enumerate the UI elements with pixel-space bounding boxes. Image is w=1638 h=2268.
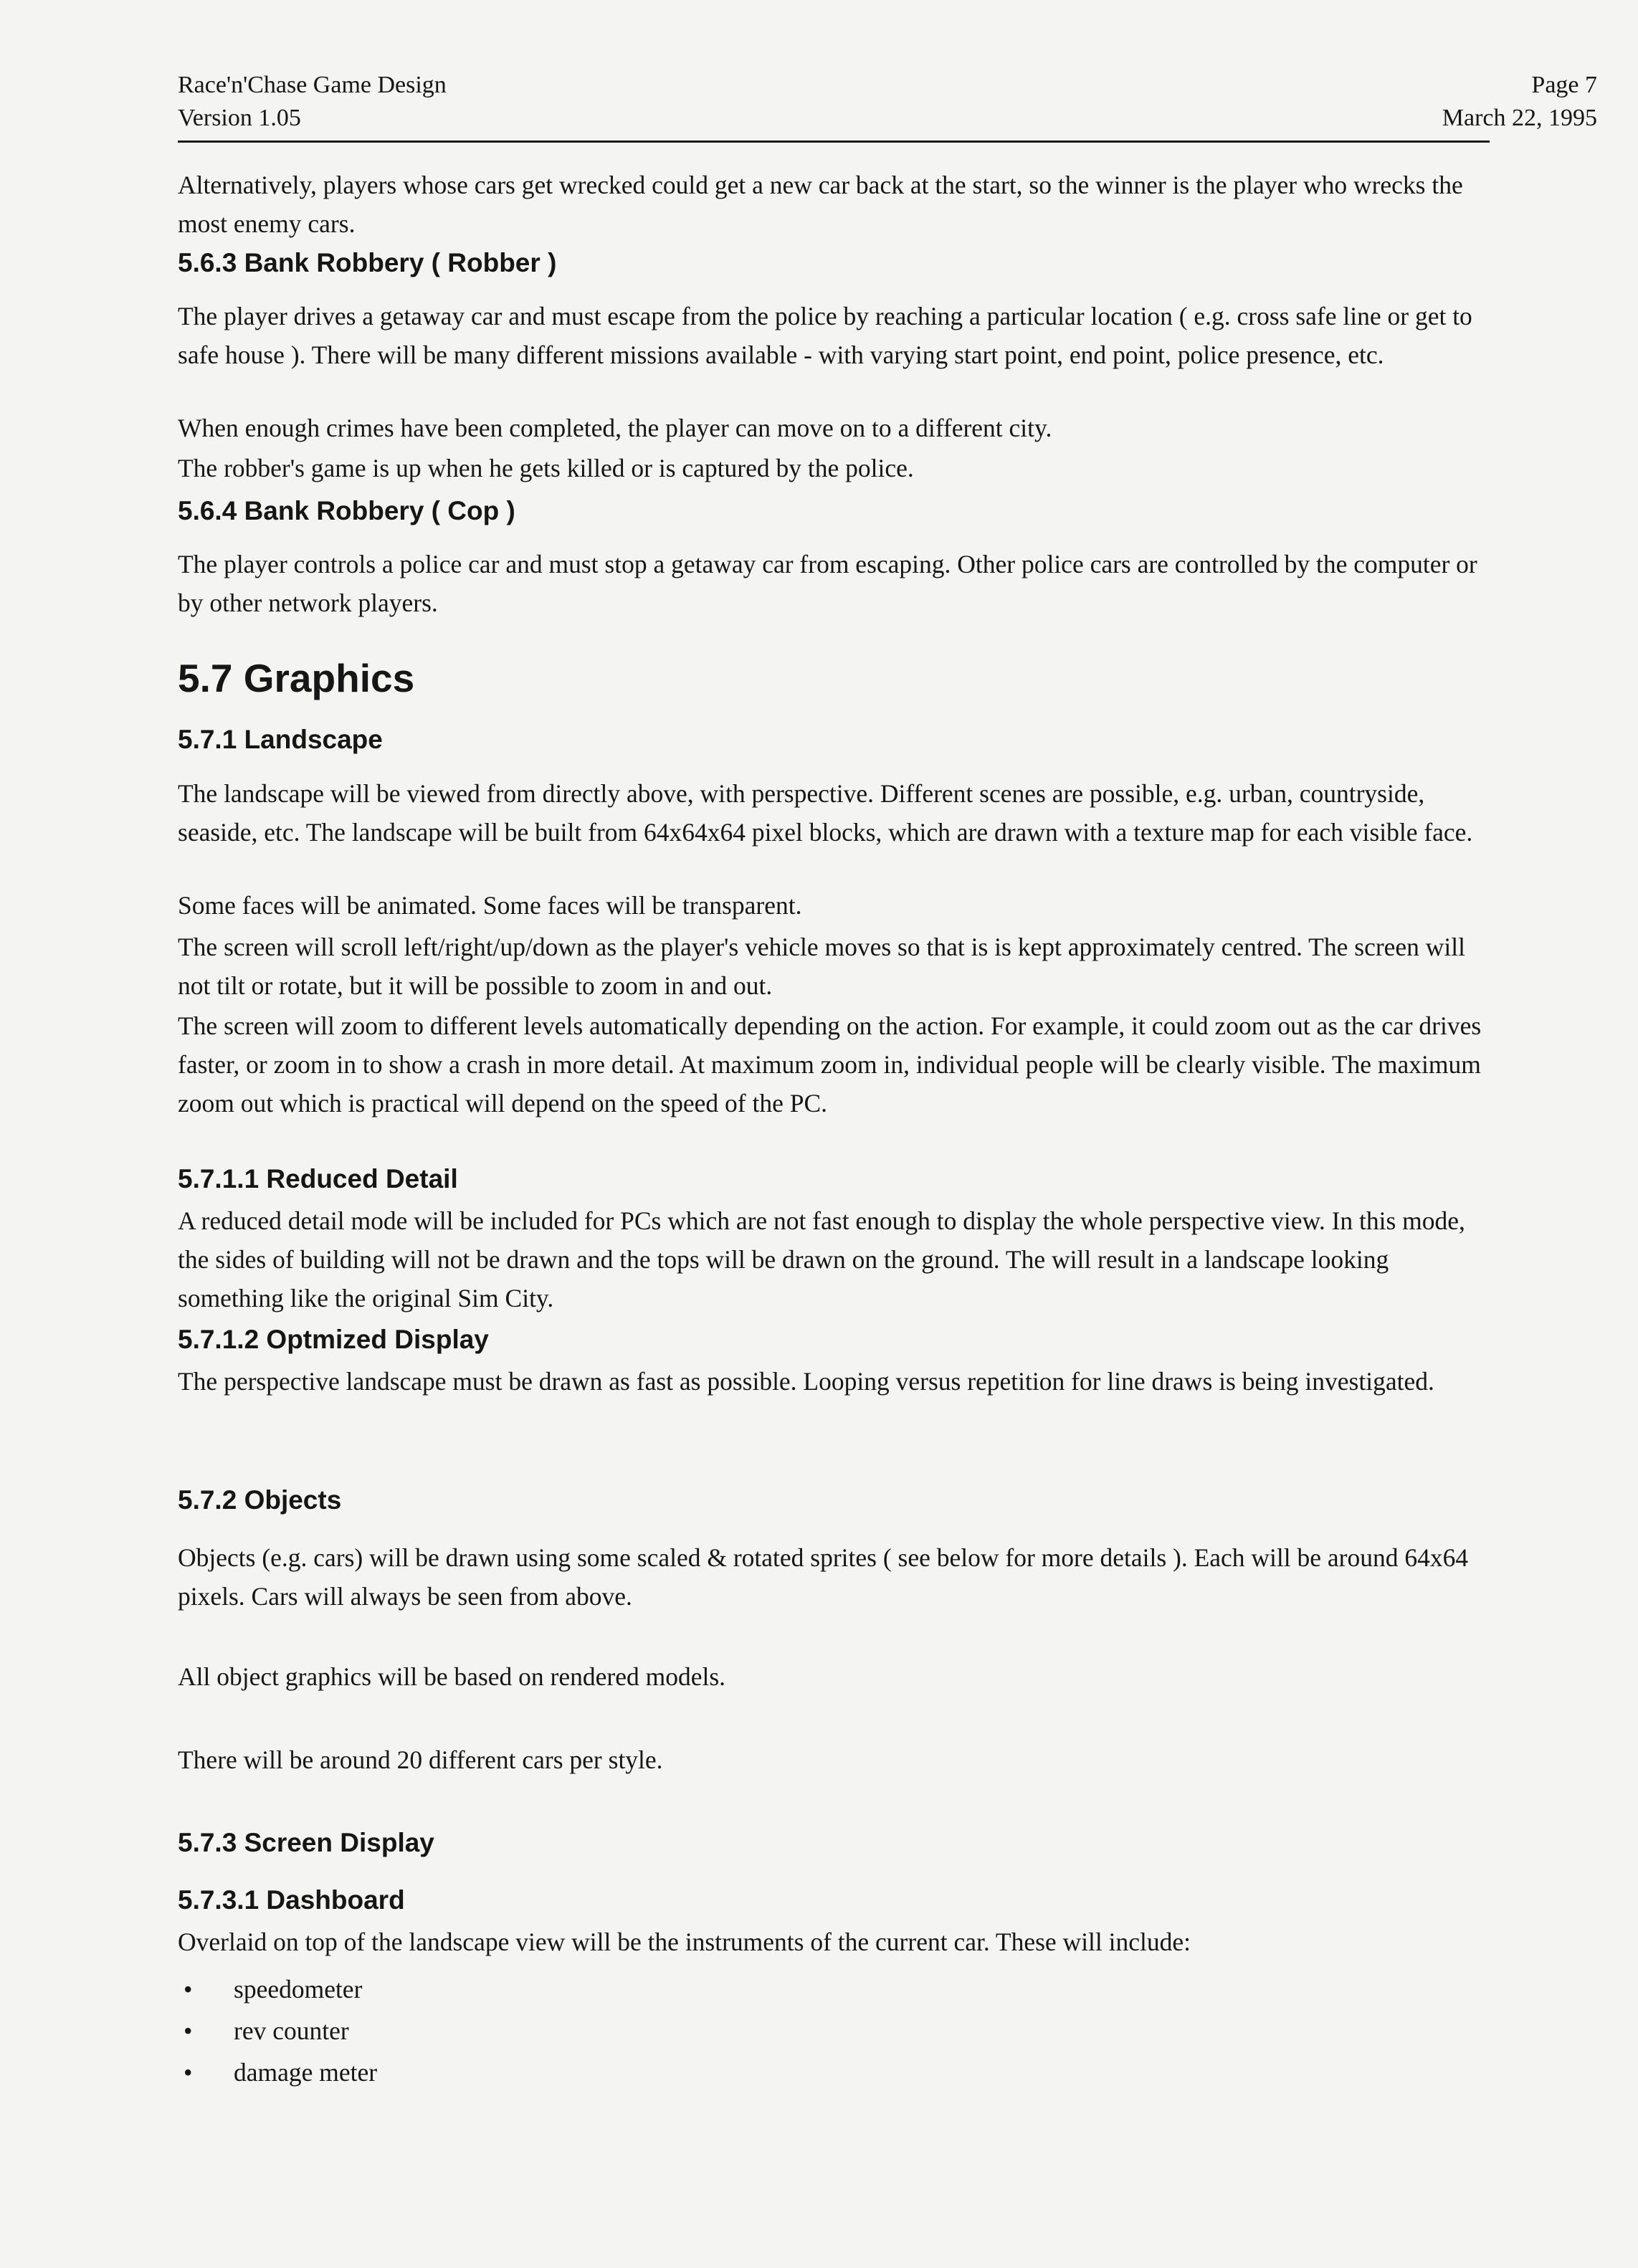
section-5-7-2-p2 [178, 1657, 1490, 1696]
section-5-6-4 [178, 492, 1490, 530]
section-5-7-1-2-body [178, 1362, 1490, 1401]
paragraph-5-6-3-3: The robber's game is up when he gets killed or is captured by the police. [178, 454, 914, 482]
document-page [178, 69, 1597, 2087]
section-5-7-1 [178, 720, 1490, 759]
paragraph-5-6-3-1: The player drives a getaway car and must escape from the police by reaching a particular location ( e.g. cross safe line or get to safe house ). There will be many different missions available - with varying start point, end point, police presence, etc. [178, 302, 1472, 369]
section-5-7 [178, 653, 1490, 703]
bullet-glyph: • [184, 2058, 193, 2087]
list-item [178, 2010, 1490, 2052]
heading-5-7-3: 5.7.3 Screen Display [178, 1828, 434, 1857]
header-left [178, 69, 447, 135]
paragraph-5-7-2-2: All object graphics will be based on rendered models. [178, 1662, 726, 1691]
section-5-7-3-1 [178, 1881, 1490, 1920]
section-5-7-2-p1 [178, 1538, 1490, 1616]
doc-date: March 22, 1995 [1442, 105, 1597, 131]
section-5-6-3-p2 [178, 409, 1490, 447]
paragraph-5-7-1-1: The landscape will be viewed from directly above, with perspective. Different scenes are possible, e.g. urban, countryside, seaside, etc. The landscape will be built from 64x64x64 pixel blocks, which are drawn with a texture map for each visible face. [178, 779, 1473, 847]
page-header [178, 69, 1597, 143]
section-5-7-1-1-body [178, 1201, 1490, 1318]
heading-5-7-2: 5.7.2 Objects [178, 1485, 342, 1515]
heading-5-7-1-2: 5.7.1.2 Optmized Display [178, 1325, 489, 1354]
paragraph-5-7-1-2: Some faces will be animated. Some faces will be transparent. [178, 891, 802, 920]
section-5-7-1-p4 [178, 1006, 1490, 1123]
heading-5-7-1-1: 5.7.1.1 Reduced Detail [178, 1164, 458, 1193]
paragraph-5-7-1-1-1: A reduced detail mode will be included for PCs which are not fast enough to display the whole perspective view. In this mode, the sides of building will not be drawn and the tops will be drawn on the ground. The will result in a landscape looking something like the original Sim City. [178, 1206, 1465, 1312]
intro-section [178, 166, 1490, 243]
section-5-6-3 [178, 244, 1490, 282]
section-5-7-1-2 [178, 1320, 1490, 1359]
list-item [178, 2052, 1490, 2093]
heading-5-6-3: 5.6.3 Bank Robbery ( Robber ) [178, 248, 557, 277]
heading-5-6-4: 5.6.4 Bank Robbery ( Cop ) [178, 496, 515, 525]
paragraph-5-7-1-3: The screen will scroll left/right/up/down as the player's vehicle moves so that is is kept approximately centred. The screen will not tilt or rotate, but it will be possible to zoom in and out. [178, 933, 1466, 1000]
section-5-7-1-1 [178, 1160, 1490, 1199]
section-5-7-3 [178, 1824, 1490, 1862]
doc-title: Race'n'Chase Game Design [178, 72, 447, 98]
paragraph-5-6-3-2: When enough crimes have been completed, the player can move on to a different city. [178, 414, 1052, 442]
section-5-7-3-1-body [178, 1922, 1490, 1961]
list-item [178, 1968, 1490, 2010]
section-5-6-3-p3 [178, 449, 1490, 487]
dashboard-list-wrap [178, 1968, 1490, 2093]
section-5-7-1-p2 [178, 886, 1490, 925]
bullet-glyph: • [184, 2016, 193, 2045]
section-5-6-4-body [178, 545, 1490, 622]
list-item-label: damage meter [234, 2058, 378, 2087]
paragraph-5-7-3-1-1: Overlaid on top of the landscape view will be the instruments of the current car. These will include: [178, 1928, 1191, 1956]
dashboard-instrument-list [178, 1968, 1490, 2093]
intro-paragraph: Alternatively, players whose cars get wrecked could get a new car back at the start, so the winner is the player who wrecks the most enemy cars. [178, 171, 1463, 238]
bullet-glyph: • [184, 1975, 193, 2003]
section-5-7-2 [178, 1481, 1490, 1520]
paragraph-5-7-1-4: The screen will zoom to different levels automatically depending on the action. For example, it could zoom out as the car drives faster, or zoom in to show a crash in more detail. At maximum zoom in, individual people will be clearly visible. The maximum zoom out which is practical will depend on the speed of the PC. [178, 1011, 1482, 1118]
list-item-label: rev counter [234, 2016, 349, 2045]
header-right [1442, 69, 1597, 135]
paragraph-5-7-2-1: Objects (e.g. cars) will be drawn using some scaled & rotated sprites ( see below for more details ). Each will be around 64x64 pixels. Cars will always be seen from above. [178, 1543, 1469, 1611]
heading-5-7-3-1: 5.7.3.1 Dashboard [178, 1885, 405, 1915]
paragraph-5-7-1-2-1: The perspective landscape must be drawn as fast as possible. Looping versus repetition for line draws is being investigated. [178, 1367, 1434, 1396]
heading-5-7: 5.7 Graphics [178, 656, 415, 700]
paragraph-5-6-4-1: The player controls a police car and must stop a getaway car from escaping. Other police cars are controlled by the computer or by other network players. [178, 550, 1477, 617]
section-5-7-1-p3 [178, 928, 1490, 1005]
list-item-label: speedometer [234, 1975, 363, 2003]
section-5-7-1-p1 [178, 774, 1490, 852]
paragraph-5-7-2-3: There will be around 20 different cars per style. [178, 1745, 663, 1774]
section-5-7-2-p3 [178, 1740, 1490, 1779]
doc-version: Version 1.05 [178, 105, 301, 131]
section-5-6-3-body [178, 297, 1490, 374]
heading-5-7-1: 5.7.1 Landscape [178, 725, 383, 754]
page-number: Page 7 [1531, 72, 1597, 98]
